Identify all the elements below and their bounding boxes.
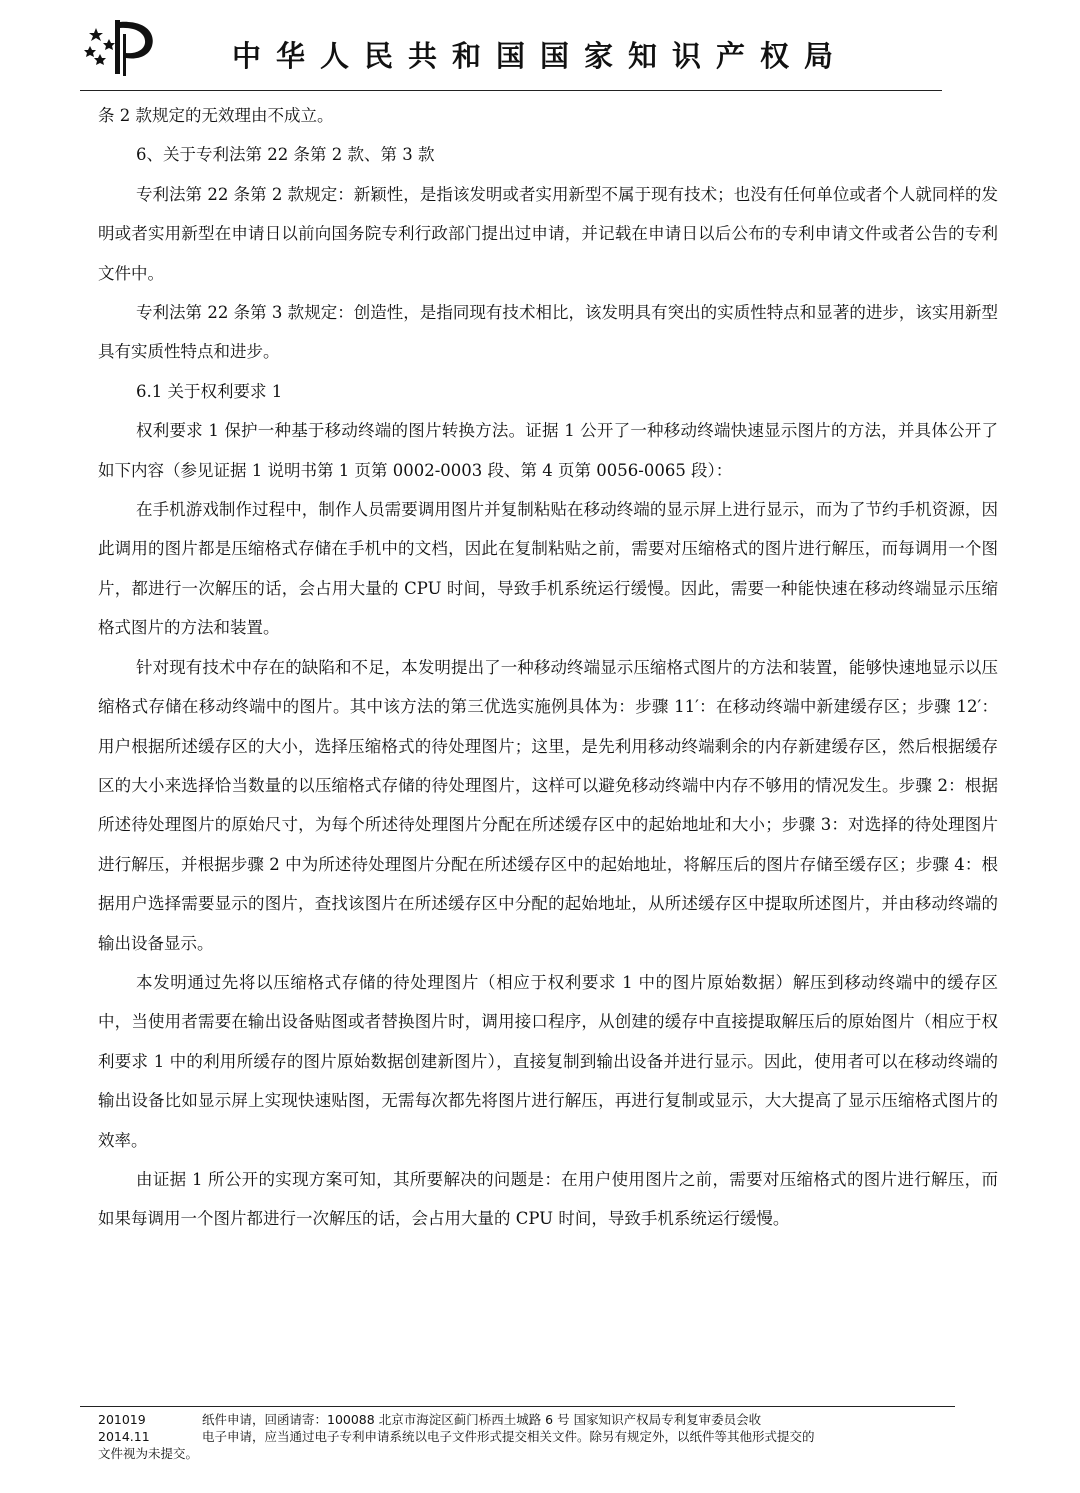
paragraph-evidence-1: 权利要求 1 保护一种基于移动终端的图片转换方法。证据 1 公开了一种移动终端快速显示图片的方法，并具体公开了如下内容（参见证据 1 说明书第 1 页第 0002-0003 段、第 4 页第 0056-0065 段）： [98, 421, 998, 480]
paragraph-problem: 由证据 1 所公开的实现方案可知，其所要解决的问题是：在用户使用图片之前，需要对压缩格式的图片进行解压，而如果每调用一个图片都进行一次解压的话，会占用大量的 CPU 时间，导致手机系统运行缓慢。 [98, 1169, 998, 1229]
paragraph-background: 在手机游戏制作过程中，制作人员需要调用图片并复制粘贴在移动终端的显示屏上进行显示，而为了节约手机资源，因此调用的图片都是压缩格式存储在手机中的文档，因此在复制粘贴之前，需要对压缩格式的图片进行解压，而每调用一个图片，都进行一次解压的话，会占用大量的 CPU 时间，导致手机系统运行缓慢。因此，需要一种能快速在移动终端显示压缩格式图片的方法和装置。 [98, 500, 998, 638]
header-divider [80, 90, 942, 91]
form-date: 2014.11 [98, 1429, 150, 1444]
footer-electronic-instruction-cont: 文件视为未提交。 [98, 1446, 199, 1461]
office-title: 中华人民共和国国家知识产权局 [232, 39, 849, 73]
paragraph-novelty-rule: 专利法第 22 条第 2 款规定：新颖性，是指该发明或者实用新型不属于现有技术；也没有任何单位或者个人就同样的发明或者实用新型在申请日以前向国务院专利行政部门提出过申请，并记载在申请日以后公布的专利申请文件或者公告的专利文件中。 [98, 184, 998, 283]
paragraph-effect: 本发明通过先将以压缩格式存储的待处理图片（相应于权利要求 1 中的图片原始数据）解压到移动终端中的缓存区中，当使用者需要在输出设备贴图或者替换图片时，调用接口程序，从创建的缓存中直接提取解压后的原始图片（相应于权利要求 1 中的利用所缓存的图片原始数据创建新图片），直接复制到输出设备并进行显示。因此，使用者可以在移动终端的输出设备比如显示屏上实现快速贴图，无需每次都先将图片进行解压，再进行复制或显示，大大提高了显示压缩格式图片的效率。 [98, 972, 998, 1150]
footer-divider [80, 1406, 955, 1407]
form-code: 201019 [98, 1412, 146, 1427]
paragraph-embodiment: 针对现有技术中存在的缺陷和不足，本发明提出了一种移动终端显示压缩格式图片的方法和装置，能够快速地显示以压缩格式存储在移动终端中的图片。其中该方法的第三优选实施例具体为：步骤 11′：在移动终端中新建缓存区；步骤 12′：用户根据所述缓存区的大小，选择压缩格式的待处理图片；这里，是先利用移动终端剩余的内存新建缓存区，然后根据缓存区的大小来选择恰当数量的以压缩格式存储的待处理图片，这样可以避免移动终端中内存不够用的情况发生。步骤 2：根据所述待处理图片的原始尺寸，为每个所述待处理图片分配在所述缓存区中的起始地址和大小；步骤 3：对选择的待处理图片进行解压，并根据步骤 2 中为所述待处理图片分配在所述缓存区中的起始地址，将解压后的图片存储至缓存区；步骤 4：根据用户选择需要显示的图片，查找该图片在所述缓存区中分配的起始地址，从所述缓存区中提取所述图片，并由移动终端的输出设备显示。 [98, 657, 998, 953]
document-body [98, 96, 998, 1239]
paragraph-continuation: 条 2 款规定的无效理由不成立。 [98, 106, 334, 125]
footer-mail-instruction: 纸件申请，回函请寄：100088 北京市海淀区蓟门桥西土城路 6 号 国家知识产权局专利复审委员会收 [202, 1412, 762, 1427]
paragraph-inventiveness-rule: 专利法第 22 条第 3 款规定：创造性，是指同现有技术相比，该发明具有突出的实质性特点和显著的进步，该实用新型具有实质性特点和进步。 [98, 303, 998, 362]
section-heading-6: 6、关于专利法第 22 条第 2 款、第 3 款 [136, 145, 435, 165]
section-heading-6-1: 6.1 关于权利要求 1 [136, 381, 283, 401]
cnipa-emblem-icon [82, 14, 160, 80]
footer-electronic-instruction: 电子申请，应当通过电子专利申请系统以电子文件形式提交相关文件。除另有规定外，以纸件等其他形式提交的 [202, 1429, 815, 1444]
form-footer [98, 1411, 998, 1462]
